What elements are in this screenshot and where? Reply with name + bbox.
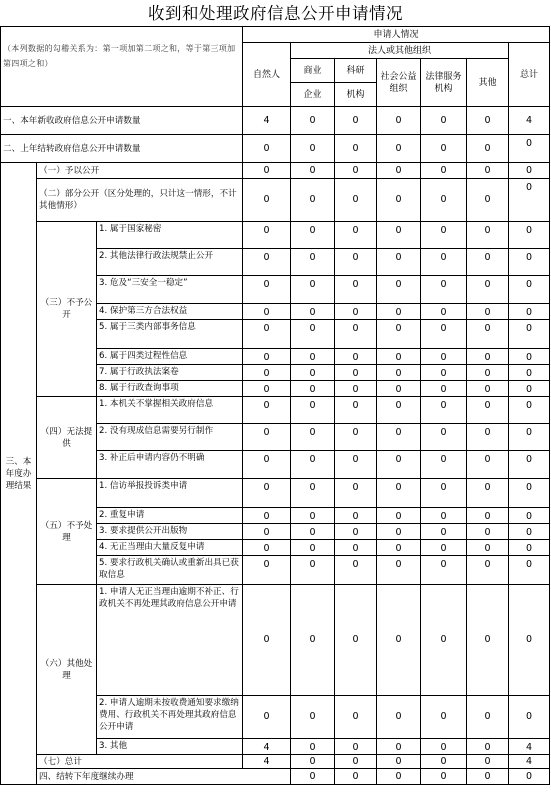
row-label: 2. 申请人逾期未按收费通知要求缴纳费用、行政机关不再处理其政府信息公开申请 — [97, 696, 243, 739]
cell-value: 0 — [291, 769, 335, 785]
cell-value: 0 — [335, 381, 377, 397]
cell-value: 0 — [291, 739, 335, 755]
row-label: 4. 保护第三方合法权益 — [97, 304, 243, 320]
row-label: （二）部分公开（区分处理的，只计这一情形，不计其他情形） — [37, 179, 243, 222]
cell-value: 0 — [467, 320, 509, 349]
cell-value: 0 — [243, 479, 291, 508]
cell-value: 0 — [467, 135, 509, 163]
cell-value: 0 — [467, 755, 509, 769]
cell-value: 0 — [243, 304, 291, 320]
group-label: （五）不予处理 — [37, 479, 97, 585]
cell-value: 0 — [291, 479, 335, 508]
cell-value: 0 — [421, 249, 467, 276]
cell-value: 0 — [421, 365, 467, 381]
cell-value: 0 — [467, 524, 509, 540]
cell-value: 0 — [421, 135, 467, 163]
cell-value: 0 — [377, 304, 421, 320]
cell-value: 0 — [243, 365, 291, 381]
cell-value: 4 — [243, 739, 291, 755]
cell-value: 0 — [243, 451, 291, 479]
cell-value: 0 — [377, 479, 421, 508]
cell-value: 0 — [421, 107, 467, 135]
cell-value: 0 — [509, 135, 550, 163]
cell-value: 0 — [291, 585, 335, 696]
row-label: （七）总计 — [37, 755, 243, 769]
row-label: 6. 属于四类过程性信息 — [97, 349, 243, 365]
cell-value: 0 — [421, 508, 467, 524]
cell-value: 0 — [509, 320, 550, 349]
cell-value: 0 — [291, 556, 335, 585]
cell-value: 0 — [291, 222, 335, 249]
cell-value: 0 — [377, 365, 421, 381]
cell-value: 0 — [377, 107, 421, 135]
cell-value: 0 — [377, 397, 421, 424]
cell-value: 0 — [377, 320, 421, 349]
cell-value: 0 — [509, 249, 550, 276]
cell-value: 0 — [509, 556, 550, 585]
cell-value: 0 — [335, 755, 377, 769]
cell-value: 0 — [291, 349, 335, 365]
cell-value: 0 — [421, 556, 467, 585]
cell-value: 0 — [509, 479, 550, 508]
cell-value: 0 — [291, 107, 335, 135]
cell-value: 0 — [291, 135, 335, 163]
cell-value: 0 — [377, 585, 421, 696]
column-note: （本列数据的勾稽关系为：第一项加第二项之和，等于第三项加第四项之和） — [1, 27, 243, 107]
cell-value: 0 — [377, 508, 421, 524]
cell-value: 0 — [377, 163, 421, 179]
cell-value: 0 — [467, 249, 509, 276]
cell-value: 4 — [243, 107, 291, 135]
cell-value: 0 — [335, 696, 377, 739]
row-label: 4. 无正当理由大量反复申请 — [97, 540, 243, 556]
row-label: （一）予以公开 — [37, 163, 243, 179]
cell-value: 0 — [291, 365, 335, 381]
cell-value: 0 — [377, 276, 421, 304]
cell-value: 0 — [335, 304, 377, 320]
cell-value: 0 — [421, 163, 467, 179]
cell-value: 0 — [467, 349, 509, 365]
cell-value: 0 — [335, 585, 377, 696]
cell-value: 0 — [335, 540, 377, 556]
cell-value: 0 — [243, 397, 291, 424]
cell-value: 0 — [421, 222, 467, 249]
cell-value: 0 — [421, 304, 467, 320]
cell-value: 0 — [335, 769, 377, 785]
cell-value: 0 — [377, 739, 421, 755]
cell-value: 0 — [291, 276, 335, 304]
cell-value: 0 — [377, 524, 421, 540]
cell-value: 0 — [335, 320, 377, 349]
row-label: 5. 属于三类内部事务信息 — [97, 320, 243, 349]
cell-value: 0 — [509, 769, 550, 785]
cell-value: 0 — [291, 249, 335, 276]
cell-value: 0 — [291, 424, 335, 451]
cell-value: 0 — [467, 424, 509, 451]
cell-value: 0 — [467, 479, 509, 508]
cell-value: 0 — [467, 769, 509, 785]
cell-value: 0 — [291, 696, 335, 739]
row-label: 8. 属于行政查询事项 — [97, 381, 243, 397]
cell-value: 0 — [335, 365, 377, 381]
cell-value: 0 — [467, 304, 509, 320]
applicant-header: 申请人情况 — [243, 27, 550, 43]
cell-value: 0 — [509, 585, 550, 696]
cell-value: 0 — [421, 696, 467, 739]
cell-value: 0 — [377, 755, 421, 769]
cell-value: 0 — [377, 769, 421, 785]
row-label: 1. 信访举报投诉类申请 — [97, 479, 243, 508]
disclosure-table — [0, 26, 550, 785]
cell-value: 0 — [421, 479, 467, 508]
cell-value: 0 — [335, 424, 377, 451]
cell-value: 0 — [243, 540, 291, 556]
research-header-top: 科研 — [335, 59, 377, 83]
cell-value: 0 — [291, 755, 335, 769]
cell-value: 0 — [421, 424, 467, 451]
row-label: 2. 没有现成信息需要另行制作 — [97, 424, 243, 451]
row-label: 3. 危及“三安全一稳定” — [97, 276, 243, 304]
cell-value: 0 — [377, 540, 421, 556]
legal-group-header: 法人或其他组织 — [291, 43, 509, 59]
cell-value: 0 — [421, 540, 467, 556]
cell-value: 0 — [467, 365, 509, 381]
row-label: 2. 重复申请 — [97, 508, 243, 524]
row-label: 1. 属于国家秘密 — [97, 222, 243, 249]
cell-value: 0 — [421, 451, 467, 479]
cell-value: 0 — [421, 397, 467, 424]
cell-value: 0 — [377, 222, 421, 249]
cell-value: 0 — [335, 107, 377, 135]
cell-value: 0 — [291, 508, 335, 524]
cell-value: 0 — [291, 320, 335, 349]
cell-value: 0 — [509, 524, 550, 540]
cell-value: 0 — [243, 585, 291, 696]
cell-value: 0 — [243, 524, 291, 540]
cell-value: 0 — [509, 540, 550, 556]
cell-value: 0 — [291, 540, 335, 556]
cell-value: 0 — [243, 508, 291, 524]
cell-value: 0 — [467, 179, 509, 222]
cell-value: 0 — [335, 222, 377, 249]
cell-value: 0 — [335, 556, 377, 585]
cell-value: 0 — [291, 381, 335, 397]
cell-value: 0 — [467, 381, 509, 397]
cell-value: 0 — [335, 249, 377, 276]
cell-value: 0 — [335, 349, 377, 365]
cell-value: 0 — [377, 424, 421, 451]
cell-value: 0 — [377, 556, 421, 585]
cell-value: 0 — [509, 349, 550, 365]
cell-value: 0 — [291, 163, 335, 179]
row-label: 5. 要求行政机关确认或重新出具已获取信息 — [97, 556, 243, 585]
group-label: （六）其他处理 — [37, 585, 97, 755]
cell-value: 0 — [291, 179, 335, 222]
row-label: 7. 属于行政执法案卷 — [97, 365, 243, 381]
cell-value: 0 — [291, 397, 335, 424]
cell-value: 0 — [243, 135, 291, 163]
cell-value: 0 — [421, 585, 467, 696]
cell-value: 4 — [509, 739, 550, 755]
cell-value: 0 — [243, 424, 291, 451]
cell-value: 0 — [335, 524, 377, 540]
cell-value: 0 — [467, 696, 509, 739]
cell-value: 0 — [243, 349, 291, 365]
group-label: （四）无法提供 — [37, 397, 97, 479]
cell-value: 0 — [421, 276, 467, 304]
cell-value: 0 — [335, 276, 377, 304]
row-label: 四、结转下年度继续办理 — [37, 769, 291, 785]
cell-value: 0 — [243, 276, 291, 304]
cell-value: 0 — [421, 769, 467, 785]
section-3-label: 三、本年度办理结果 — [1, 163, 37, 785]
cell-value: 0 — [467, 107, 509, 135]
cell-value: 4 — [509, 755, 550, 769]
cell-value: 0 — [467, 556, 509, 585]
cell-value: 0 — [467, 540, 509, 556]
cell-value: 0 — [509, 365, 550, 381]
cell-value: 0 — [377, 451, 421, 479]
cell-value: 0 — [243, 222, 291, 249]
cell-value: 0 — [377, 249, 421, 276]
research-header-bottom: 机构 — [335, 83, 377, 107]
cell-value: 0 — [467, 585, 509, 696]
cell-value: 0 — [421, 320, 467, 349]
row-label: 3. 补正后申请内容仍不明确 — [97, 451, 243, 479]
cell-value: 0 — [509, 179, 550, 222]
cell-value: 0 — [509, 424, 550, 451]
cell-value: 0 — [421, 755, 467, 769]
total-header: 总计 — [509, 43, 550, 107]
cell-value: 0 — [243, 320, 291, 349]
cell-value: 0 — [467, 276, 509, 304]
group-label: （三）不予公开 — [37, 222, 97, 397]
cell-value: 0 — [243, 249, 291, 276]
cell-value: 0 — [509, 276, 550, 304]
cell-value: 0 — [335, 135, 377, 163]
row-label: 2. 其他法律行政法规禁止公开 — [97, 249, 243, 276]
commercial-header-bottom: 企业 — [291, 83, 335, 107]
cell-value: 4 — [243, 755, 291, 769]
other-header: 其他 — [467, 59, 509, 107]
cell-value: 0 — [421, 179, 467, 222]
cell-value: 0 — [467, 739, 509, 755]
cell-value: 0 — [243, 556, 291, 585]
legal-service-header: 法律服务机构 — [421, 59, 467, 107]
cell-value: 0 — [291, 451, 335, 479]
cell-value: 0 — [467, 451, 509, 479]
cell-value: 0 — [509, 304, 550, 320]
commercial-header-top: 商业 — [291, 59, 335, 83]
page-title: 收到和处理政府信息公开申请情况 — [148, 4, 403, 23]
cell-value: 0 — [509, 381, 550, 397]
cell-value: 0 — [467, 163, 509, 179]
cell-value: 4 — [509, 107, 550, 135]
cell-value: 0 — [377, 135, 421, 163]
row-label: 3. 要求提供公开出版物 — [97, 524, 243, 540]
cell-value: 0 — [335, 451, 377, 479]
natural-person-header: 自然人 — [243, 43, 291, 107]
cell-value: 0 — [335, 508, 377, 524]
cell-value: 0 — [421, 349, 467, 365]
cell-value: 0 — [335, 397, 377, 424]
row-label: 1. 本机关不掌握相关政府信息 — [97, 397, 243, 424]
cell-value: 0 — [509, 163, 550, 179]
cell-value: 0 — [335, 179, 377, 222]
cell-value: 0 — [377, 349, 421, 365]
cell-value: 0 — [421, 739, 467, 755]
cell-value: 0 — [509, 508, 550, 524]
social-org-header: 社会公益组织 — [377, 59, 421, 107]
cell-value: 0 — [243, 696, 291, 739]
cell-value: 0 — [377, 381, 421, 397]
cell-value: 0 — [291, 304, 335, 320]
cell-value: 0 — [335, 163, 377, 179]
cell-value: 0 — [377, 696, 421, 739]
cell-value: 0 — [377, 179, 421, 222]
cell-value: 0 — [509, 451, 550, 479]
row-label: 二、上年结转政府信息公开申请数量 — [1, 135, 243, 163]
cell-value: 0 — [421, 381, 467, 397]
cell-value: 0 — [467, 222, 509, 249]
cell-value: 0 — [291, 524, 335, 540]
cell-value: 0 — [335, 739, 377, 755]
row-label: 1. 申请人无正当理由逾期不补正、行政机关不再处理其政府信息公开申请 — [97, 585, 243, 696]
row-label: 一、本年新收政府信息公开申请数量 — [1, 107, 243, 135]
row-label: 3. 其他 — [97, 739, 243, 755]
cell-value: 0 — [421, 524, 467, 540]
cell-value: 0 — [243, 163, 291, 179]
cell-value: 0 — [335, 479, 377, 508]
cell-value: 0 — [467, 397, 509, 424]
cell-value: 0 — [509, 222, 550, 249]
cell-value: 0 — [467, 508, 509, 524]
cell-value: 0 — [243, 381, 291, 397]
cell-value: 0 — [509, 397, 550, 424]
cell-value: 0 — [509, 696, 550, 739]
cell-value: 0 — [243, 179, 291, 222]
